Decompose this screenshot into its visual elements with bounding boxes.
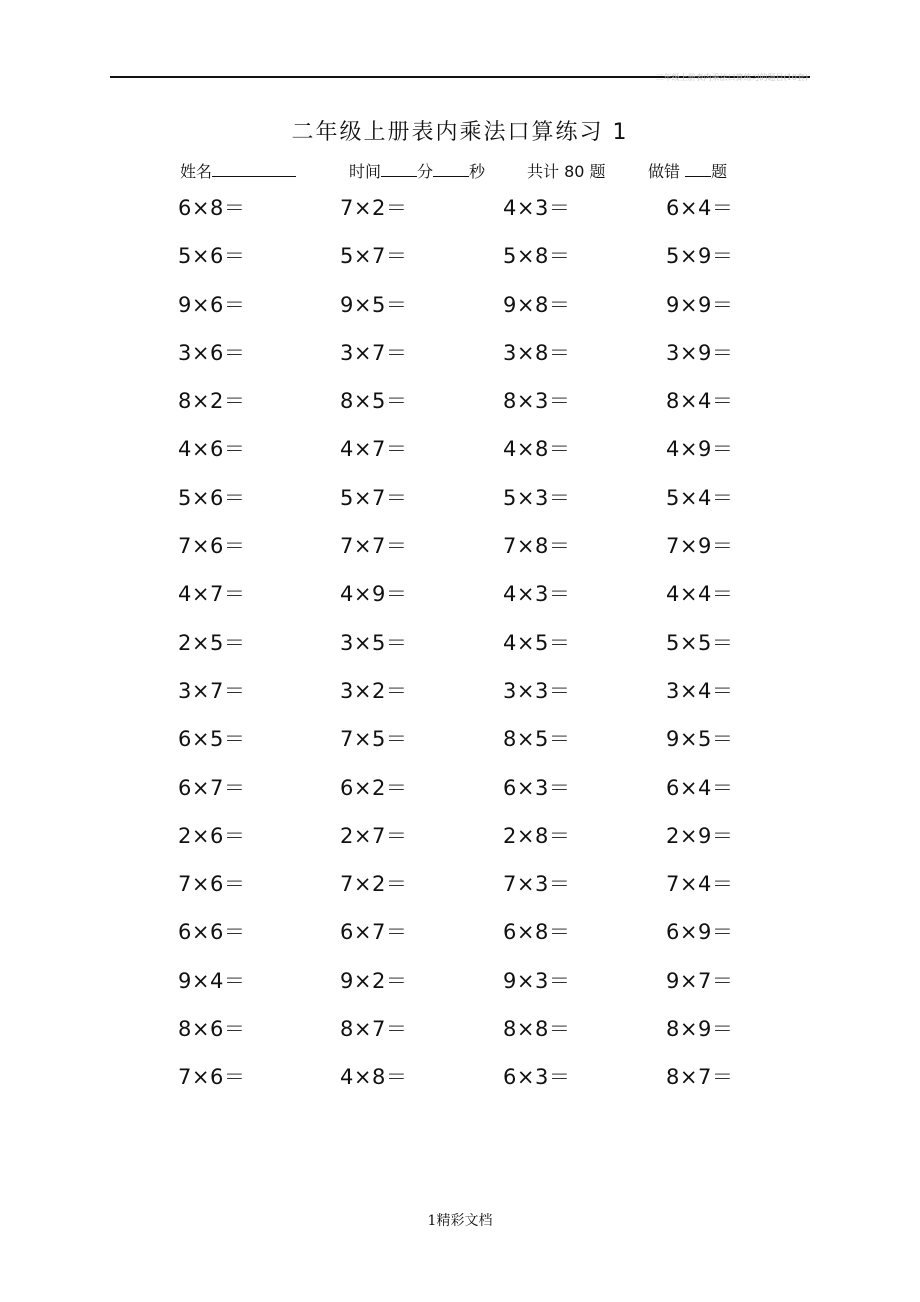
problem: 6×4＝ — [666, 775, 734, 800]
problem: 7×6＝ — [178, 872, 246, 897]
problem: 7×8＝ — [503, 534, 571, 559]
problem-row — [0, 1013, 920, 1061]
wrong-unit: 题 — [711, 162, 728, 181]
second-label: 秒 — [469, 162, 486, 181]
problem: 7×5＝ — [340, 727, 408, 752]
time-field — [349, 159, 485, 182]
problem: 9×3＝ — [503, 968, 571, 993]
problem-row — [0, 772, 920, 820]
problem-row — [0, 916, 920, 964]
problem: 6×7＝ — [178, 775, 246, 800]
problem: 5×9＝ — [666, 244, 734, 269]
problem: 8×6＝ — [178, 1017, 246, 1042]
problem: 8×8＝ — [503, 1017, 571, 1042]
problem-row — [0, 385, 920, 433]
minute-blank — [381, 162, 417, 177]
problem: 2×5＝ — [178, 630, 246, 655]
problem: 6×5＝ — [178, 727, 246, 752]
problem-row — [0, 240, 920, 288]
problem: 6×2＝ — [340, 775, 408, 800]
name-blank — [212, 162, 296, 177]
problem: 2×9＝ — [666, 823, 734, 848]
problem: 5×8＝ — [503, 244, 571, 269]
problem-row — [0, 337, 920, 385]
time-label: 时间 — [349, 162, 382, 181]
problem: 6×9＝ — [666, 920, 734, 945]
problem-row — [0, 1061, 920, 1109]
problem: 8×4＝ — [666, 389, 734, 414]
problem: 6×6＝ — [178, 920, 246, 945]
page-footer: 1精彩文档 — [427, 1213, 493, 1229]
problem: 3×6＝ — [178, 340, 246, 365]
running-header: 二年级上册表内乘法口算练习的题目(10套) — [655, 73, 808, 82]
problem-row — [0, 192, 920, 240]
problem: 9×9＝ — [666, 292, 734, 317]
problem: 3×8＝ — [503, 340, 571, 365]
problem: 5×6＝ — [178, 244, 246, 269]
problem: 7×4＝ — [666, 872, 734, 897]
problem-grid — [0, 192, 920, 1110]
problem: 4×5＝ — [503, 630, 571, 655]
problem: 7×9＝ — [666, 534, 734, 559]
problem: 8×7＝ — [666, 1065, 734, 1090]
problem: 3×4＝ — [666, 678, 734, 703]
problem-row — [0, 289, 920, 337]
problem: 8×5＝ — [340, 389, 408, 414]
name-label: 姓名 — [180, 162, 213, 181]
problem: 4×8＝ — [503, 437, 571, 462]
problem: 3×2＝ — [340, 678, 408, 703]
problem: 7×6＝ — [178, 534, 246, 559]
problem-row — [0, 433, 920, 481]
problem: 5×7＝ — [340, 485, 408, 510]
problem: 9×7＝ — [666, 968, 734, 993]
problem: 5×4＝ — [666, 485, 734, 510]
wrong-blank — [685, 162, 711, 177]
page-title: 二年级上册表内乘法口算练习 1 — [291, 120, 629, 145]
problem: 8×3＝ — [503, 389, 571, 414]
problem-row — [0, 627, 920, 675]
problem: 9×6＝ — [178, 292, 246, 317]
problem: 4×7＝ — [340, 437, 408, 462]
problem: 9×5＝ — [340, 292, 408, 317]
problem: 5×7＝ — [340, 244, 408, 269]
problem-row — [0, 675, 920, 723]
problem: 3×3＝ — [503, 678, 571, 703]
problem: 3×9＝ — [666, 340, 734, 365]
problem: 3×7＝ — [340, 340, 408, 365]
problem-row — [0, 530, 920, 578]
problem: 4×9＝ — [340, 582, 408, 607]
problem: 8×5＝ — [503, 727, 571, 752]
problem: 3×5＝ — [340, 630, 408, 655]
problem: 8×2＝ — [178, 389, 246, 414]
problem: 3×7＝ — [178, 678, 246, 703]
problem: 2×6＝ — [178, 823, 246, 848]
problem: 5×3＝ — [503, 485, 571, 510]
problem: 7×3＝ — [503, 872, 571, 897]
problem: 5×5＝ — [666, 630, 734, 655]
problem: 5×6＝ — [178, 485, 246, 510]
problem: 4×4＝ — [666, 582, 734, 607]
problem: 7×2＝ — [340, 196, 408, 220]
problem-row — [0, 578, 920, 626]
problem-row — [0, 723, 920, 771]
problem-row — [0, 868, 920, 916]
problem: 4×3＝ — [503, 196, 571, 220]
problem: 4×7＝ — [178, 582, 246, 607]
problem: 6×8＝ — [503, 920, 571, 945]
problem: 6×8＝ — [178, 196, 246, 220]
minute-label: 分 — [417, 162, 434, 181]
problem: 7×2＝ — [340, 872, 408, 897]
name-field — [180, 159, 296, 182]
problem-row — [0, 965, 920, 1013]
problem: 4×3＝ — [503, 582, 571, 607]
problem: 7×6＝ — [178, 1065, 246, 1090]
problem: 8×7＝ — [340, 1017, 408, 1042]
problem: 7×7＝ — [340, 534, 408, 559]
problem: 2×8＝ — [503, 823, 571, 848]
problem: 6×4＝ — [666, 196, 734, 220]
problem: 9×8＝ — [503, 292, 571, 317]
problem: 6×3＝ — [503, 1065, 571, 1090]
problem: 6×3＝ — [503, 775, 571, 800]
problem: 8×9＝ — [666, 1017, 734, 1042]
problem: 2×7＝ — [340, 823, 408, 848]
problem: 9×2＝ — [340, 968, 408, 993]
problem: 4×9＝ — [666, 437, 734, 462]
problem: 9×5＝ — [666, 727, 734, 752]
problem: 4×8＝ — [340, 1065, 408, 1090]
second-blank — [433, 162, 469, 177]
problem: 9×4＝ — [178, 968, 246, 993]
total-count: 共计 80 题 — [527, 162, 606, 181]
problem: 6×7＝ — [340, 920, 408, 945]
problem-row — [0, 482, 920, 530]
wrong-count-field — [648, 159, 727, 182]
problem-row — [0, 820, 920, 868]
problem: 4×6＝ — [178, 437, 246, 462]
wrong-label: 做错 — [648, 162, 681, 181]
